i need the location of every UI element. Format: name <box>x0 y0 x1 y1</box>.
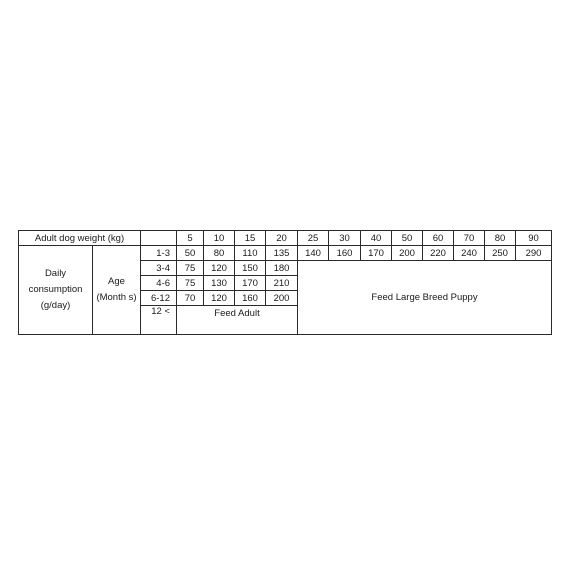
table-row <box>19 246 552 261</box>
value-cell: 170 <box>235 276 266 291</box>
weight-cell: 20 <box>266 231 298 246</box>
value-cell: 200 <box>392 246 423 261</box>
value-cell: 160 <box>329 246 361 261</box>
weight-cell: 15 <box>235 231 266 246</box>
value-cell: 170 <box>361 246 392 261</box>
value-cell: 290 <box>516 246 552 261</box>
age-range-cell: 3-4 <box>141 261 177 276</box>
value-cell: 75 <box>177 261 204 276</box>
age-range-cell: 4-6 <box>141 276 177 291</box>
weight-cell: 10 <box>204 231 235 246</box>
value-cell: 50 <box>177 246 204 261</box>
value-cell: 200 <box>266 291 298 306</box>
value-cell: 240 <box>454 246 485 261</box>
value-cell: 75 <box>177 276 204 291</box>
daily-consumption-label: Daily consumption (g/day) <box>19 246 93 335</box>
value-cell: 150 <box>235 261 266 276</box>
value-cell: 70 <box>177 291 204 306</box>
weight-cell: 70 <box>454 231 485 246</box>
value-cell: 120 <box>204 261 235 276</box>
age-range-cell: 6-12 <box>141 291 177 306</box>
weight-cell: 5 <box>177 231 204 246</box>
value-cell: 210 <box>266 276 298 291</box>
age-range-cell: 1-3 <box>141 246 177 261</box>
weight-header-spacer <box>141 231 177 246</box>
weight-cell: 60 <box>423 231 454 246</box>
value-cell: 110 <box>235 246 266 261</box>
feed-adult-cell: Feed Adult <box>177 306 298 335</box>
weight-cell: 80 <box>485 231 516 246</box>
age-range-cell: 12 < <box>141 306 177 335</box>
weight-cell: 50 <box>392 231 423 246</box>
value-cell: 80 <box>204 246 235 261</box>
value-cell: 250 <box>485 246 516 261</box>
feeding-chart-table <box>18 230 552 335</box>
weight-cell: 40 <box>361 231 392 246</box>
feed-large-breed-puppy-cell: Feed Large Breed Puppy <box>298 261 552 335</box>
weight-cell: 30 <box>329 231 361 246</box>
value-cell: 130 <box>204 276 235 291</box>
weight-cell: 25 <box>298 231 329 246</box>
value-cell: 135 <box>266 246 298 261</box>
value-cell: 180 <box>266 261 298 276</box>
value-cell: 220 <box>423 246 454 261</box>
weight-header-label: Adult dog weight (kg) <box>19 231 141 246</box>
value-cell: 140 <box>298 246 329 261</box>
value-cell: 120 <box>204 291 235 306</box>
age-label: Age (Month s) <box>93 246 141 335</box>
value-cell: 160 <box>235 291 266 306</box>
weight-cell: 90 <box>516 231 552 246</box>
weight-header-row <box>19 231 552 246</box>
